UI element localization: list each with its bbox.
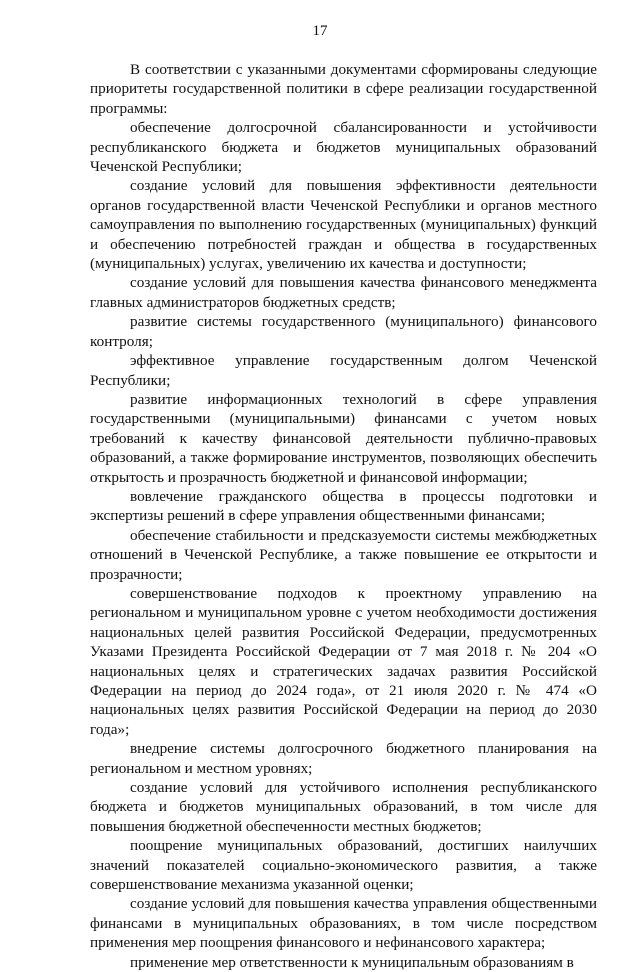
- paragraph-priority-government-efficiency: создание условий для повышения эффективности деятельности органов государственной власти Чеченской Республики и органов местного самоуправления по выполнению государственных (муниципальных) функций и обеспечению потребностей граждан и общества в государственных (муниципальных) услугах, увеличению их качества и доступности;: [90, 177, 597, 273]
- paragraph-intro: В соответствии с указанными документами сформированы следующие приоритеты государственной политики в сфере реализации государственной программы:: [90, 61, 597, 117]
- paragraph-priority-responsibility-measures: применение мер ответственности к муниципальным образованиям в: [130, 953, 574, 971]
- paragraph-priority-municipal-finance-quality: создание условий для повышения качества управления общественными финансами в муниципальных образованиях, в том числе посредством применения мер поощрения финансового и нефинансового характера;: [90, 895, 597, 952]
- paragraph-priority-project-management: совершенствование подходов к проектному управлению на региональном и муниципальном уровне с учетом необходимости достижения национальных целей развития Российской Федерации, предусмотренных Указами Президента Российской Федерации от 7 мая 2018 г. № 204 «О национальных целях и стратегических задачах развития Российской Федерации на период до 2024 года», от 21 июля 2020 г. № 474 «О национальных целях развития Российской Федерации на период до 2030 года»;: [90, 584, 597, 738]
- paragraph-priority-information-technology: развитие информационных технологий в сфере управления государственными (муниципальными) финансами с учетом новых требований к качеству финансовой деятельности публично-правовых образований, а также формирование инструментов, позволяющих обеспечить открытость и прозрачность бюджетной и финансовой информации;: [90, 390, 597, 486]
- paragraph-priority-civil-society: вовлечение гражданского общества в процессы подготовки и экспертизы решений в сфере управления общественными финансами;: [90, 487, 597, 525]
- paragraph-priority-financial-control: развитие системы государственного (муниципального) финансового контроля;: [90, 313, 597, 350]
- paragraph-priority-municipal-incentives: поощрение муниципальных образований, достигших наилучших значений показателей социально-экономического развития, а также совершенствование механизма указанной оценки;: [90, 837, 597, 894]
- paragraph-priority-budget-balance: обеспечение долгосрочной сбалансированности и устойчивости республиканского бюджета и бюджетов муниципальных образований Чеченской Республики;: [90, 119, 597, 176]
- paragraph-priority-budget-execution: создание условий для устойчивого исполнения республиканского бюджета и бюджетов муниципальных образований, в том числе для повышения бюджетной обеспеченности местных бюджетов;: [90, 779, 597, 835]
- paragraph-priority-interbudgetary-relations: обеспечение стабильности и предсказуемости системы межбюджетных отношений в Чеченской Республике, а также повышение ее открытости и прозрачности;: [90, 526, 597, 583]
- paragraph-priority-financial-management: создание условий для повышения качества финансового менеджмента главных администраторов бюджетных средств;: [90, 274, 597, 311]
- paragraph-priority-long-term-planning: внедрение системы долгосрочного бюджетного планирования на региональном и местном уровнях;: [90, 740, 597, 777]
- page-number: 17: [312, 23, 328, 39]
- body-text: [90, 60, 597, 972]
- paragraph-priority-debt-management: эффективное управление государственным долгом Чеченской Республики;: [90, 352, 597, 389]
